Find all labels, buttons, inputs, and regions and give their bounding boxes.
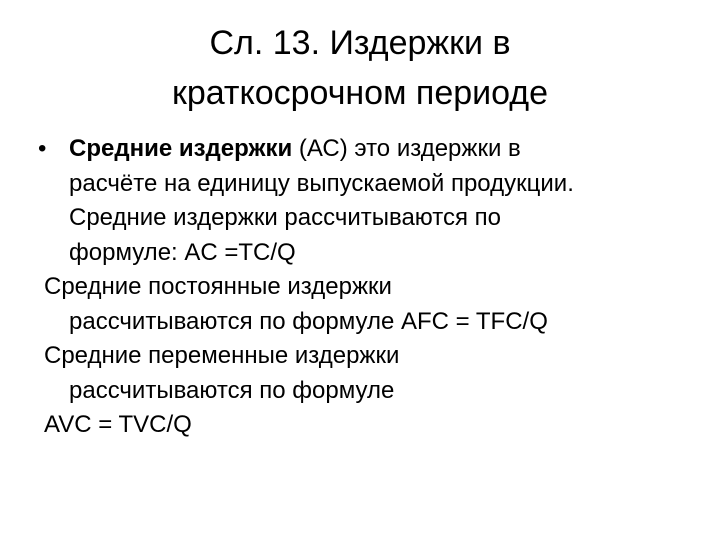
bullet-line-3: Средние издержки рассчитываются по: [69, 204, 501, 231]
bullet-line-2: расчёте на единицу выпускаемой продукции.: [69, 169, 574, 197]
bullet-line-4: формуле: AC =TC/Q: [69, 238, 296, 266]
slide-body: [38, 132, 684, 443]
bullet-item-average-costs: [38, 132, 684, 270]
afc-line-1: Средние постоянные издержки: [44, 273, 392, 300]
paragraph-afc: [44, 270, 684, 339]
slide-title-line-2: краткосрочном периоде: [171, 74, 549, 112]
bold-term: Средние издержки: [69, 135, 293, 162]
avc-line-2: рассчитываются по формуле: [69, 376, 395, 404]
slide-title-line-1: Сл. 13. Издержки в: [209, 24, 511, 62]
avc-line-1: Средние переменные издержки: [44, 342, 400, 369]
paragraph-avc: [44, 339, 684, 443]
bullet-line-1-rest: (АС) это издержки в: [292, 135, 521, 162]
slide-title: [60, 18, 660, 118]
bullet-line-1: [38, 132, 684, 167]
bullet-icon: •: [38, 135, 47, 162]
avc-formula: AVC = TVC/Q: [44, 411, 192, 438]
afc-line-2: рассчитываются по формуле AFC = TFC/Q: [69, 307, 548, 335]
